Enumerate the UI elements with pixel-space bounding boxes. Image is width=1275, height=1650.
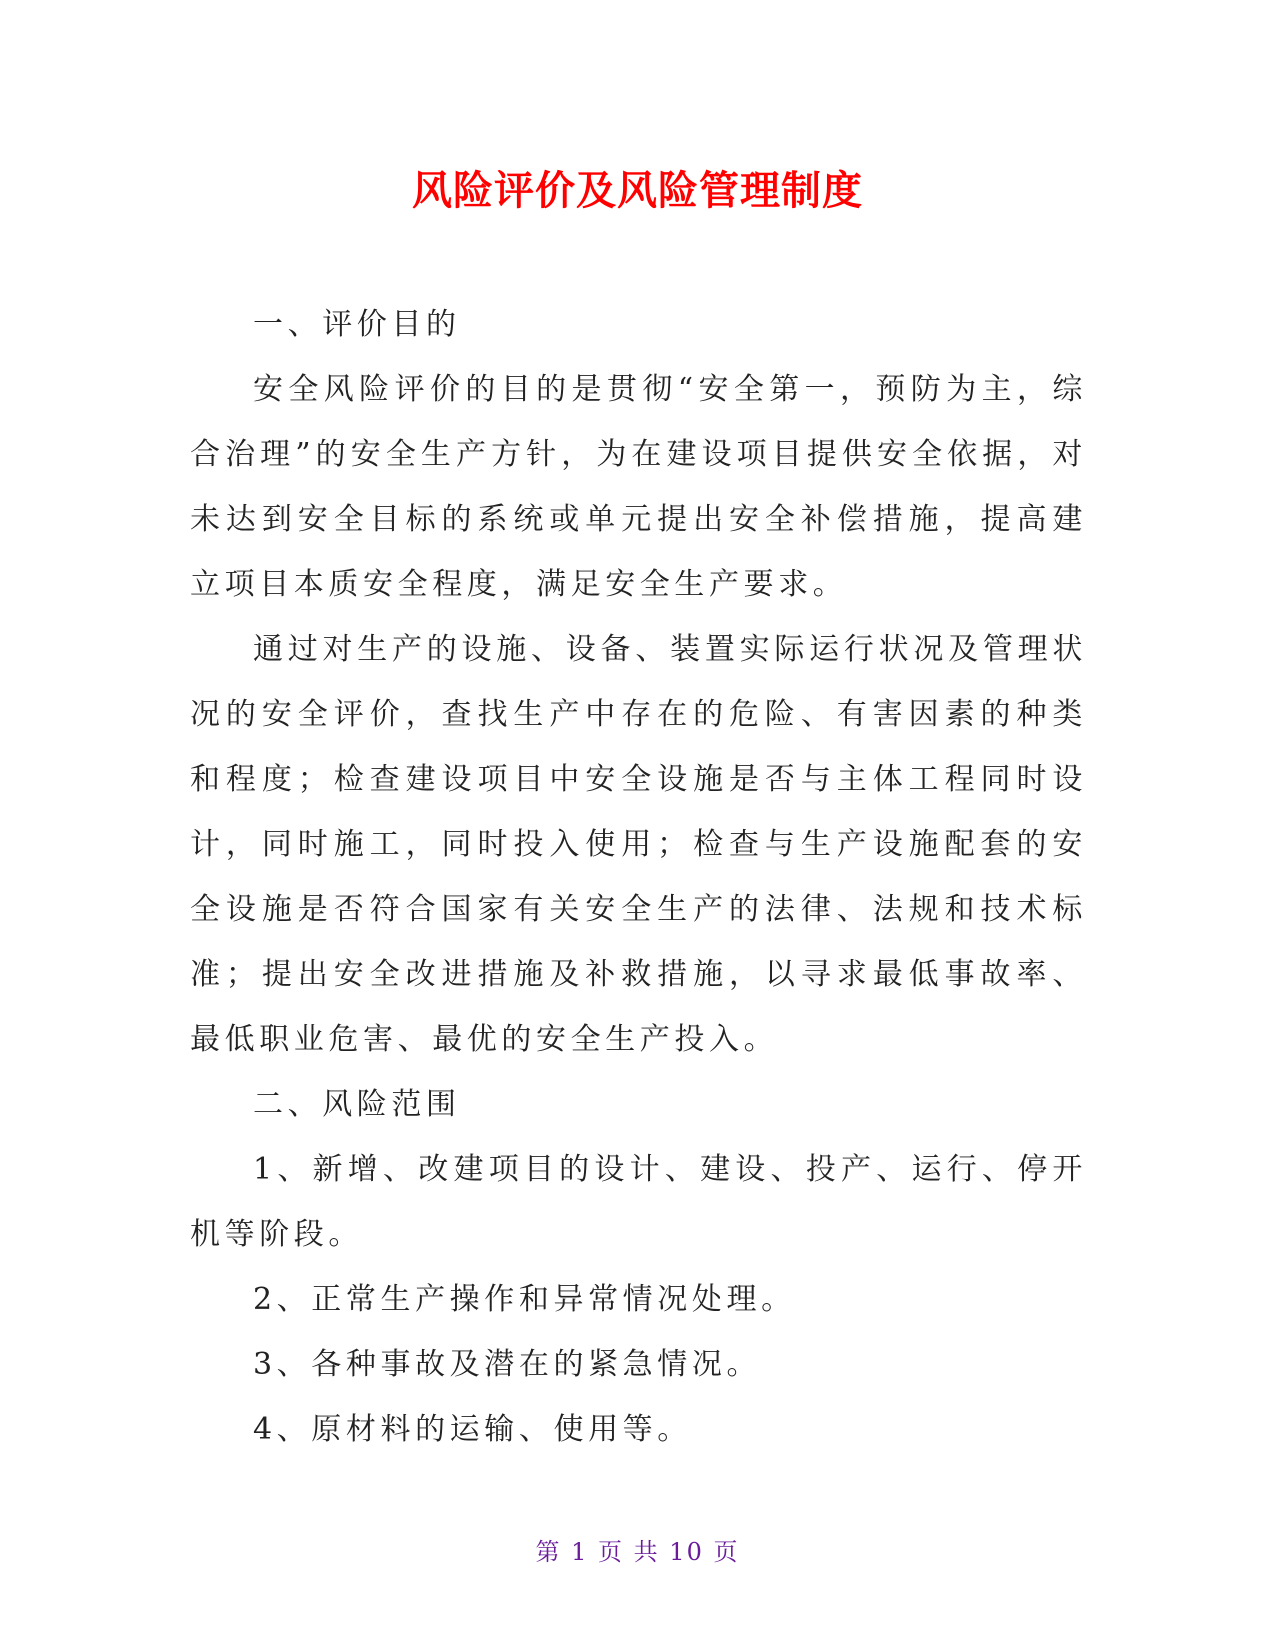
list-item-scope-4: 4、原材料的运输、使用等。 <box>253 1412 692 1447</box>
section-heading-risk-scope: 二、风险范围 <box>253 1087 461 1122</box>
section-heading-evaluation-purpose: 一、评价目的 <box>253 307 461 342</box>
list-item-scope-1: 1、新增、改建项目的设计、建设、投产、运行、停开机等阶段。 <box>190 1152 1087 1252</box>
paragraph-evaluation-details: 通过对生产的设施、设备、装置实际运行状况及管理状况的安全评价，查找生产中存在的危险、有害因素的种类和程度；检查建设项目中安全设施是否与主体工程同时设计，同时施工，同时投入使用；检查与生产设施配套的安全设施是否符合国家有关安全生产的法律、法规和技术标准；提出安全改进措施及补救措施，以寻求最低事故率、最低职业危害、最优的安全生产投入。 <box>190 632 1087 1057</box>
document-body <box>190 292 1087 1462</box>
paragraph-purpose: 安全风险评价的目的是贯彻“安全第一，预防为主，综合治理”的安全生产方针，为在建设项目提供安全依据，对未达到安全目标的系统或单元提出安全补偿措施，提高建立项目本质安全程度，满足安全生产要求。 <box>190 372 1087 602</box>
list-item-scope-3: 3、各种事故及潜在的紧急情况。 <box>253 1347 762 1382</box>
page-number-footer: 第 1 页 共 10 页 <box>535 1538 740 1566</box>
document-title: 风险评价及风险管理制度 <box>412 168 863 214</box>
list-item-scope-2: 2、正常生产操作和异常情况处理。 <box>253 1282 796 1317</box>
